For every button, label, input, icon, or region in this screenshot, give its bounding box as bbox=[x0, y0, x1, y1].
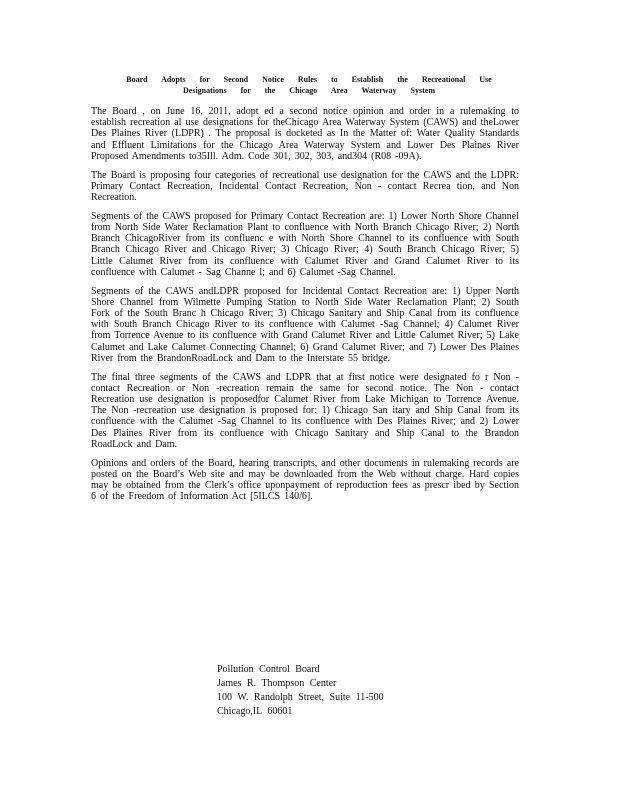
address-line-street: 100 W. Randolph Street, Suite 11-500 bbox=[217, 692, 384, 703]
title-line-2: Designations for the Chicago Area Waterway System bbox=[183, 86, 435, 95]
paragraph-categories: The Board is proposing four categories of recreational use designation for the CAWS and the LDPR: Primary Contact Recreation, Incidental Contact Recreation, Non - contact Recrea tion, and Non Recreation. bbox=[91, 169, 519, 204]
document-title bbox=[100, 74, 518, 96]
paragraph-non-contact: The final three segments of the CAWS and LDPR that at first notice were designated fo r Non -contact Recreation or Non -recreation remain the same for second notice. The Non - contact Recreation use designation is proposedfor Calumet River from Lake Michigan to Torrence Avenue. The Non -recreation use designation is proposed for: 1) Chicago San itary and Ship Canal from its confluence with the Calumet -Sag Channel to its confluence with Des Plaines River; and 2) Lower Des Plaines River from its confluence with Chicago Sanitary and Ship Canal to the Brandon RoadLock and Dam. bbox=[91, 371, 519, 450]
address-line-building: James R. Thompson Center bbox=[217, 678, 337, 689]
paragraph-intro: The Board , on June 16, 2011, adopt ed a second notice opinion and order in a rulemaking to establish recreation al use designations for theChicago Area Waterway System (CAWS) and theLower Des Plaines River (LDPR) . The proposal is docketed as In the Matter of: Water Quality Standards and Effluent Limitations for the Chicago Area Waterway System and Lower Des Plaines River Proposed Amendments to35Ill. Adm. Code 301, 302, 303, and304 (R08 -09A). bbox=[91, 106, 519, 162]
address-line-city: Chicago,IL 60601 bbox=[217, 706, 293, 717]
paragraph-incidental-contact: Segments of the CAWS andLDPR proposed for Incidental Contact Recreation are: 1) Upper North Shore Channel from Wilmette Pumping Station to North Side Water Reclamation Plant; 2) South Fork of the South Branc h Chicago River; 3) Chicago Sanitary and Ship Canal from its confluence with South Branch Chicago River to its confluence with Calumet -Sag Channel; 4) Calumet River from Torrence Avenue to its confluence with Grand Calumet River and Little Calumet River; 5) Lake Calumet and Lake Calumet Connecting Channel; 6) Grand Calumet River; and 7) Lower Des Plaines River from the BrandonRoadLock and Dam to the Interstate 55 bridge. bbox=[91, 285, 519, 364]
document-body bbox=[91, 106, 519, 510]
title-line-1: Board Adopts for Second Notice Rules to Establish the Recreational Use bbox=[126, 75, 492, 84]
paragraph-primary-contact: Segments of the CAWS proposed for Primary Contact Recreation are: 1) Lower North Shore Channel from North Side Water Reclamation Plant to confluence with North Branch Chicago River; 2) North Branch ChicagoRiver from its confluenc e with North Shore Channel to its confluence with South Branch Chicago River and Chicago River; 3) Chicago River; 4) South Branch Chicago River; 5) Little Calumet River from its confluence with Calumet River and Grand Calumet River to its confluence with Calumet - Sag Channe l; and 6) Calumet -Sag Channel. bbox=[91, 210, 519, 278]
address-block bbox=[217, 663, 384, 719]
paragraph-records: Opinions and orders of the Board, hearing transcripts, and other documents in rulemaking records are posted on the Board’s Web site and may be downloaded from the Web without charge. Hard copies may be obtained from the Clerk’s office uponpayment of reproduction fees as prescr ibed by Section 6 of the Freedom of Information Act [5ILCS 140/6]. bbox=[91, 457, 519, 503]
address-line-organization: Pollution Control Board bbox=[217, 664, 320, 675]
